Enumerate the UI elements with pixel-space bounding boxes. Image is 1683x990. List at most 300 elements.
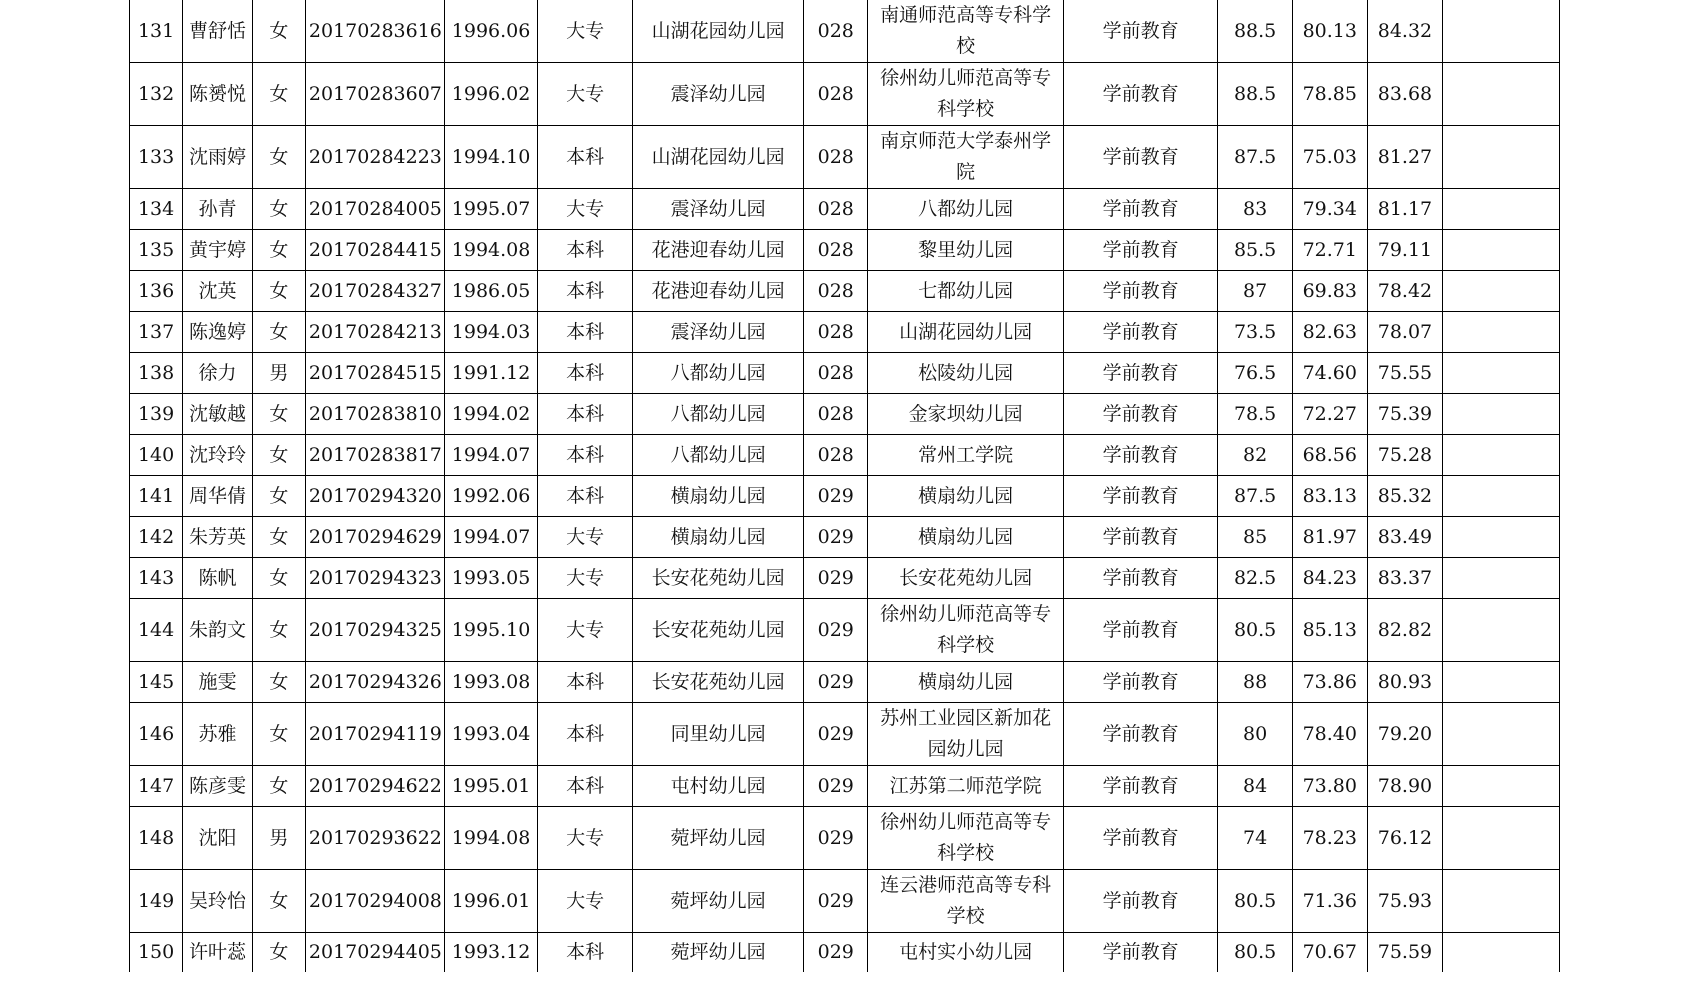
- cell-exam-id: 20170283817: [305, 435, 444, 476]
- cell-applied-unit: 山湖花园幼儿园: [633, 126, 804, 189]
- cell-education: 大专: [538, 807, 633, 870]
- cell-score-2: 82.63: [1292, 312, 1367, 353]
- cell-score-2: 73.86: [1292, 662, 1367, 703]
- cell-major: 学前教育: [1063, 870, 1217, 933]
- cell-gender: 女: [252, 703, 305, 766]
- cell-major: 学前教育: [1063, 189, 1217, 230]
- cell-major: 学前教育: [1063, 558, 1217, 599]
- cell-applied-unit: 花港迎春幼儿园: [633, 230, 804, 271]
- cell-name: 沈阳: [183, 807, 253, 870]
- cell-education: 本科: [538, 766, 633, 807]
- cell-school: 江苏第二师范学院: [868, 766, 1063, 807]
- cell-major: 学前教育: [1063, 807, 1217, 870]
- cell-school: 八都幼儿园: [868, 189, 1063, 230]
- cell-school: 黎里幼儿园: [868, 230, 1063, 271]
- cell-total-score: 75.93: [1367, 870, 1443, 933]
- cell-school: 南京师范大学泰州学院: [868, 126, 1063, 189]
- cell-birth-date: 1991.12: [445, 353, 538, 394]
- cell-score-2: 70.67: [1292, 933, 1367, 973]
- cell-applied-unit: 花港迎春幼儿园: [633, 271, 804, 312]
- cell-serial-number: 131: [130, 0, 183, 63]
- cell-education: 本科: [538, 230, 633, 271]
- cell-school: 苏州工业园区新加花园幼儿园: [868, 703, 1063, 766]
- cell-position-code: 028: [804, 126, 868, 189]
- cell-major: 学前教育: [1063, 230, 1217, 271]
- cell-major: 学前教育: [1063, 394, 1217, 435]
- cell-position-code: 029: [804, 933, 868, 973]
- cell-score-1: 82: [1218, 435, 1293, 476]
- cell-score-2: 79.34: [1292, 189, 1367, 230]
- cell-education: 本科: [538, 435, 633, 476]
- cell-score-1: 80.5: [1218, 933, 1293, 973]
- cell-total-score: 78.90: [1367, 766, 1443, 807]
- cell-position-code: 028: [804, 189, 868, 230]
- cell-name: 曹舒恬: [183, 0, 253, 63]
- cell-birth-date: 1996.01: [445, 870, 538, 933]
- cell-position-code: 029: [804, 558, 868, 599]
- cell-remark: [1443, 312, 1560, 353]
- cell-remark: [1443, 63, 1560, 126]
- cell-score-1: 78.5: [1218, 394, 1293, 435]
- cell-name: 吴玲怡: [183, 870, 253, 933]
- cell-name: 沈玲玲: [183, 435, 253, 476]
- cell-education: 大专: [538, 599, 633, 662]
- table-row: [130, 933, 1560, 973]
- cell-position-code: 029: [804, 517, 868, 558]
- cell-exam-id: 20170283810: [305, 394, 444, 435]
- cell-total-score: 78.42: [1367, 271, 1443, 312]
- cell-education: 大专: [538, 63, 633, 126]
- cell-position-code: 029: [804, 703, 868, 766]
- cell-total-score: 80.93: [1367, 662, 1443, 703]
- cell-score-1: 87: [1218, 271, 1293, 312]
- cell-education: 大专: [538, 558, 633, 599]
- cell-serial-number: 138: [130, 353, 183, 394]
- cell-exam-id: 20170284415: [305, 230, 444, 271]
- cell-remark: [1443, 662, 1560, 703]
- cell-remark: [1443, 599, 1560, 662]
- cell-exam-id: 20170294119: [305, 703, 444, 766]
- table-row: [130, 870, 1560, 933]
- cell-education: 大专: [538, 870, 633, 933]
- table-row: [130, 394, 1560, 435]
- cell-education: 大专: [538, 517, 633, 558]
- cell-position-code: 028: [804, 230, 868, 271]
- cell-school: 徐州幼儿师范高等专科学校: [868, 599, 1063, 662]
- cell-remark: [1443, 807, 1560, 870]
- cell-total-score: 75.28: [1367, 435, 1443, 476]
- table-row: [130, 662, 1560, 703]
- cell-name: 周华倩: [183, 476, 253, 517]
- cell-applied-unit: 震泽幼儿园: [633, 312, 804, 353]
- cell-total-score: 75.39: [1367, 394, 1443, 435]
- cell-score-1: 74: [1218, 807, 1293, 870]
- cell-name: 沈敏越: [183, 394, 253, 435]
- cell-name: 徐力: [183, 353, 253, 394]
- cell-remark: [1443, 517, 1560, 558]
- cell-school: 南通师范高等专科学校: [868, 0, 1063, 63]
- cell-school: 长安花苑幼儿园: [868, 558, 1063, 599]
- cell-total-score: 85.32: [1367, 476, 1443, 517]
- cell-serial-number: 140: [130, 435, 183, 476]
- cell-education: 本科: [538, 312, 633, 353]
- cell-serial-number: 143: [130, 558, 183, 599]
- cell-applied-unit: 菀坪幼儿园: [633, 933, 804, 973]
- cell-score-1: 87.5: [1218, 126, 1293, 189]
- cell-position-code: 029: [804, 662, 868, 703]
- cell-serial-number: 134: [130, 189, 183, 230]
- table-body: [130, 0, 1560, 972]
- cell-exam-id: 20170294323: [305, 558, 444, 599]
- cell-exam-id: 20170294320: [305, 476, 444, 517]
- cell-education: 大专: [538, 189, 633, 230]
- cell-remark: [1443, 870, 1560, 933]
- cell-education: 本科: [538, 271, 633, 312]
- cell-education: 本科: [538, 394, 633, 435]
- cell-applied-unit: 八都幼儿园: [633, 435, 804, 476]
- cell-major: 学前教育: [1063, 312, 1217, 353]
- cell-major: 学前教育: [1063, 766, 1217, 807]
- cell-birth-date: 1992.06: [445, 476, 538, 517]
- cell-score-1: 82.5: [1218, 558, 1293, 599]
- cell-gender: 女: [252, 599, 305, 662]
- cell-remark: [1443, 189, 1560, 230]
- cell-total-score: 78.07: [1367, 312, 1443, 353]
- table-row: [130, 312, 1560, 353]
- cell-exam-id: 20170284327: [305, 271, 444, 312]
- cell-exam-id: 20170284213: [305, 312, 444, 353]
- cell-applied-unit: 八都幼儿园: [633, 353, 804, 394]
- cell-applied-unit: 震泽幼儿园: [633, 63, 804, 126]
- cell-serial-number: 139: [130, 394, 183, 435]
- cell-birth-date: 1995.10: [445, 599, 538, 662]
- cell-score-1: 80.5: [1218, 870, 1293, 933]
- cell-remark: [1443, 933, 1560, 973]
- table-row: [130, 126, 1560, 189]
- cell-birth-date: 1993.04: [445, 703, 538, 766]
- cell-birth-date: 1994.08: [445, 807, 538, 870]
- cell-position-code: 028: [804, 312, 868, 353]
- cell-score-1: 88.5: [1218, 0, 1293, 63]
- cell-school: 松陵幼儿园: [868, 353, 1063, 394]
- cell-school: 七都幼儿园: [868, 271, 1063, 312]
- cell-position-code: 029: [804, 599, 868, 662]
- cell-remark: [1443, 353, 1560, 394]
- cell-score-2: 75.03: [1292, 126, 1367, 189]
- table-row: [130, 63, 1560, 126]
- cell-serial-number: 141: [130, 476, 183, 517]
- cell-gender: 女: [252, 230, 305, 271]
- cell-gender: 女: [252, 394, 305, 435]
- cell-serial-number: 146: [130, 703, 183, 766]
- cell-position-code: 028: [804, 271, 868, 312]
- cell-major: 学前教育: [1063, 933, 1217, 973]
- cell-score-1: 88: [1218, 662, 1293, 703]
- table-row: [130, 271, 1560, 312]
- cell-score-1: 88.5: [1218, 63, 1293, 126]
- cell-gender: 女: [252, 558, 305, 599]
- cell-education: 本科: [538, 662, 633, 703]
- cell-remark: [1443, 476, 1560, 517]
- cell-major: 学前教育: [1063, 271, 1217, 312]
- cell-remark: [1443, 703, 1560, 766]
- cell-position-code: 029: [804, 476, 868, 517]
- cell-applied-unit: 菀坪幼儿园: [633, 870, 804, 933]
- cell-birth-date: 1986.05: [445, 271, 538, 312]
- cell-education: 大专: [538, 0, 633, 63]
- cell-serial-number: 144: [130, 599, 183, 662]
- cell-position-code: 029: [804, 766, 868, 807]
- table-row: [130, 766, 1560, 807]
- cell-exam-id: 20170293622: [305, 807, 444, 870]
- cell-applied-unit: 横扇幼儿园: [633, 476, 804, 517]
- cell-name: 苏雅: [183, 703, 253, 766]
- cell-total-score: 84.32: [1367, 0, 1443, 63]
- cell-major: 学前教育: [1063, 476, 1217, 517]
- table-row: [130, 0, 1560, 63]
- cell-name: 陈逸婷: [183, 312, 253, 353]
- cell-education: 本科: [538, 703, 633, 766]
- cell-remark: [1443, 435, 1560, 476]
- cell-applied-unit: 震泽幼儿园: [633, 189, 804, 230]
- cell-score-2: 83.13: [1292, 476, 1367, 517]
- cell-school: 山湖花园幼儿园: [868, 312, 1063, 353]
- cell-major: 学前教育: [1063, 353, 1217, 394]
- cell-exam-id: 20170294326: [305, 662, 444, 703]
- cell-birth-date: 1994.07: [445, 517, 538, 558]
- cell-gender: 女: [252, 126, 305, 189]
- cell-score-2: 74.60: [1292, 353, 1367, 394]
- cell-education: 本科: [538, 933, 633, 973]
- cell-exam-id: 20170284005: [305, 189, 444, 230]
- table-row: [130, 476, 1560, 517]
- cell-score-2: 78.85: [1292, 63, 1367, 126]
- cell-gender: 男: [252, 353, 305, 394]
- cell-score-1: 80.5: [1218, 599, 1293, 662]
- cell-exam-id: 20170284515: [305, 353, 444, 394]
- cell-score-2: 71.36: [1292, 870, 1367, 933]
- cell-serial-number: 137: [130, 312, 183, 353]
- cell-total-score: 81.17: [1367, 189, 1443, 230]
- cell-major: 学前教育: [1063, 703, 1217, 766]
- cell-total-score: 75.59: [1367, 933, 1443, 973]
- cell-name: 朱芳英: [183, 517, 253, 558]
- cell-total-score: 83.68: [1367, 63, 1443, 126]
- cell-name: 陈赟悦: [183, 63, 253, 126]
- cell-total-score: 76.12: [1367, 807, 1443, 870]
- table-row: [130, 517, 1560, 558]
- cell-gender: 女: [252, 662, 305, 703]
- cell-score-2: 69.83: [1292, 271, 1367, 312]
- cell-gender: 女: [252, 189, 305, 230]
- cell-school: 常州工学院: [868, 435, 1063, 476]
- cell-serial-number: 135: [130, 230, 183, 271]
- cell-total-score: 75.55: [1367, 353, 1443, 394]
- cell-score-2: 68.56: [1292, 435, 1367, 476]
- cell-name: 沈英: [183, 271, 253, 312]
- cell-serial-number: 133: [130, 126, 183, 189]
- cell-serial-number: 132: [130, 63, 183, 126]
- cell-score-2: 80.13: [1292, 0, 1367, 63]
- cell-gender: 女: [252, 476, 305, 517]
- cell-remark: [1443, 126, 1560, 189]
- cell-score-1: 76.5: [1218, 353, 1293, 394]
- cell-name: 陈彦雯: [183, 766, 253, 807]
- cell-total-score: 79.11: [1367, 230, 1443, 271]
- cell-score-1: 80: [1218, 703, 1293, 766]
- cell-name: 许叶蕊: [183, 933, 253, 973]
- cell-score-2: 81.97: [1292, 517, 1367, 558]
- cell-score-2: 78.40: [1292, 703, 1367, 766]
- cell-school: 横扇幼儿园: [868, 517, 1063, 558]
- cell-remark: [1443, 271, 1560, 312]
- cell-major: 学前教育: [1063, 435, 1217, 476]
- cell-major: 学前教育: [1063, 0, 1217, 63]
- cell-school: 屯村实小幼儿园: [868, 933, 1063, 973]
- cell-education: 本科: [538, 353, 633, 394]
- table-row: [130, 189, 1560, 230]
- cell-name: 施雯: [183, 662, 253, 703]
- cell-gender: 女: [252, 312, 305, 353]
- cell-remark: [1443, 230, 1560, 271]
- cell-position-code: 029: [804, 870, 868, 933]
- cell-score-2: 78.23: [1292, 807, 1367, 870]
- cell-score-1: 83: [1218, 189, 1293, 230]
- cell-school: 连云港师范高等专科学校: [868, 870, 1063, 933]
- cell-major: 学前教育: [1063, 662, 1217, 703]
- cell-total-score: 82.82: [1367, 599, 1443, 662]
- cell-position-code: 028: [804, 0, 868, 63]
- cell-serial-number: 136: [130, 271, 183, 312]
- cell-exam-id: 20170294008: [305, 870, 444, 933]
- table-row: [130, 807, 1560, 870]
- cell-applied-unit: 长安花苑幼儿园: [633, 558, 804, 599]
- cell-gender: 女: [252, 63, 305, 126]
- cell-birth-date: 1994.02: [445, 394, 538, 435]
- cell-gender: 男: [252, 807, 305, 870]
- cell-name: 孙青: [183, 189, 253, 230]
- cell-major: 学前教育: [1063, 126, 1217, 189]
- cell-birth-date: 1994.08: [445, 230, 538, 271]
- cell-birth-date: 1996.02: [445, 63, 538, 126]
- table-row: [130, 230, 1560, 271]
- cell-position-code: 029: [804, 807, 868, 870]
- cell-remark: [1443, 766, 1560, 807]
- cell-birth-date: 1994.03: [445, 312, 538, 353]
- cell-gender: 女: [252, 435, 305, 476]
- cell-score-1: 84: [1218, 766, 1293, 807]
- cell-birth-date: 1995.07: [445, 189, 538, 230]
- cell-score-2: 72.27: [1292, 394, 1367, 435]
- cell-total-score: 83.37: [1367, 558, 1443, 599]
- cell-position-code: 028: [804, 435, 868, 476]
- cell-applied-unit: 菀坪幼儿园: [633, 807, 804, 870]
- cell-remark: [1443, 558, 1560, 599]
- cell-gender: 女: [252, 271, 305, 312]
- cell-position-code: 028: [804, 63, 868, 126]
- cell-applied-unit: 长安花苑幼儿园: [633, 662, 804, 703]
- cell-remark: [1443, 0, 1560, 63]
- cell-total-score: 79.20: [1367, 703, 1443, 766]
- cell-school: 徐州幼儿师范高等专科学校: [868, 63, 1063, 126]
- cell-score-1: 85: [1218, 517, 1293, 558]
- cell-applied-unit: 同里幼儿园: [633, 703, 804, 766]
- table-row: [130, 435, 1560, 476]
- cell-birth-date: 1994.10: [445, 126, 538, 189]
- cell-score-2: 72.71: [1292, 230, 1367, 271]
- cell-gender: 女: [252, 933, 305, 973]
- cell-score-2: 84.23: [1292, 558, 1367, 599]
- cell-gender: 女: [252, 0, 305, 63]
- cell-score-1: 73.5: [1218, 312, 1293, 353]
- cell-exam-id: 20170294622: [305, 766, 444, 807]
- results-table: [129, 0, 1560, 972]
- cell-name: 沈雨婷: [183, 126, 253, 189]
- cell-exam-id: 20170294325: [305, 599, 444, 662]
- cell-applied-unit: 八都幼儿园: [633, 394, 804, 435]
- cell-position-code: 028: [804, 353, 868, 394]
- cell-exam-id: 20170283616: [305, 0, 444, 63]
- cell-position-code: 028: [804, 394, 868, 435]
- cell-score-2: 85.13: [1292, 599, 1367, 662]
- cell-exam-id: 20170294405: [305, 933, 444, 973]
- cell-gender: 女: [252, 870, 305, 933]
- cell-serial-number: 142: [130, 517, 183, 558]
- cell-remark: [1443, 394, 1560, 435]
- cell-exam-id: 20170283607: [305, 63, 444, 126]
- cell-serial-number: 149: [130, 870, 183, 933]
- cell-exam-id: 20170284223: [305, 126, 444, 189]
- cell-education: 本科: [538, 476, 633, 517]
- table-row: [130, 703, 1560, 766]
- cell-major: 学前教育: [1063, 517, 1217, 558]
- cell-score-2: 73.80: [1292, 766, 1367, 807]
- cell-birth-date: 1996.06: [445, 0, 538, 63]
- cell-birth-date: 1994.07: [445, 435, 538, 476]
- cell-school: 徐州幼儿师范高等专科学校: [868, 807, 1063, 870]
- cell-name: 陈帆: [183, 558, 253, 599]
- cell-major: 学前教育: [1063, 599, 1217, 662]
- cell-score-1: 87.5: [1218, 476, 1293, 517]
- cell-applied-unit: 山湖花园幼儿园: [633, 0, 804, 63]
- cell-serial-number: 150: [130, 933, 183, 973]
- cell-total-score: 81.27: [1367, 126, 1443, 189]
- cell-birth-date: 1993.12: [445, 933, 538, 973]
- cell-name: 黄宇婷: [183, 230, 253, 271]
- table-row: [130, 353, 1560, 394]
- cell-school: 横扇幼儿园: [868, 476, 1063, 517]
- cell-total-score: 83.49: [1367, 517, 1443, 558]
- cell-gender: 女: [252, 766, 305, 807]
- cell-name: 朱韵文: [183, 599, 253, 662]
- cell-serial-number: 147: [130, 766, 183, 807]
- cell-exam-id: 20170294629: [305, 517, 444, 558]
- cell-birth-date: 1993.05: [445, 558, 538, 599]
- cell-school: 金家坝幼儿园: [868, 394, 1063, 435]
- cell-school: 横扇幼儿园: [868, 662, 1063, 703]
- cell-applied-unit: 横扇幼儿园: [633, 517, 804, 558]
- cell-serial-number: 148: [130, 807, 183, 870]
- cell-major: 学前教育: [1063, 63, 1217, 126]
- cell-education: 本科: [538, 126, 633, 189]
- cell-gender: 女: [252, 517, 305, 558]
- table-row: [130, 599, 1560, 662]
- cell-applied-unit: 屯村幼儿园: [633, 766, 804, 807]
- cell-birth-date: 1993.08: [445, 662, 538, 703]
- cell-serial-number: 145: [130, 662, 183, 703]
- cell-score-1: 85.5: [1218, 230, 1293, 271]
- cell-birth-date: 1995.01: [445, 766, 538, 807]
